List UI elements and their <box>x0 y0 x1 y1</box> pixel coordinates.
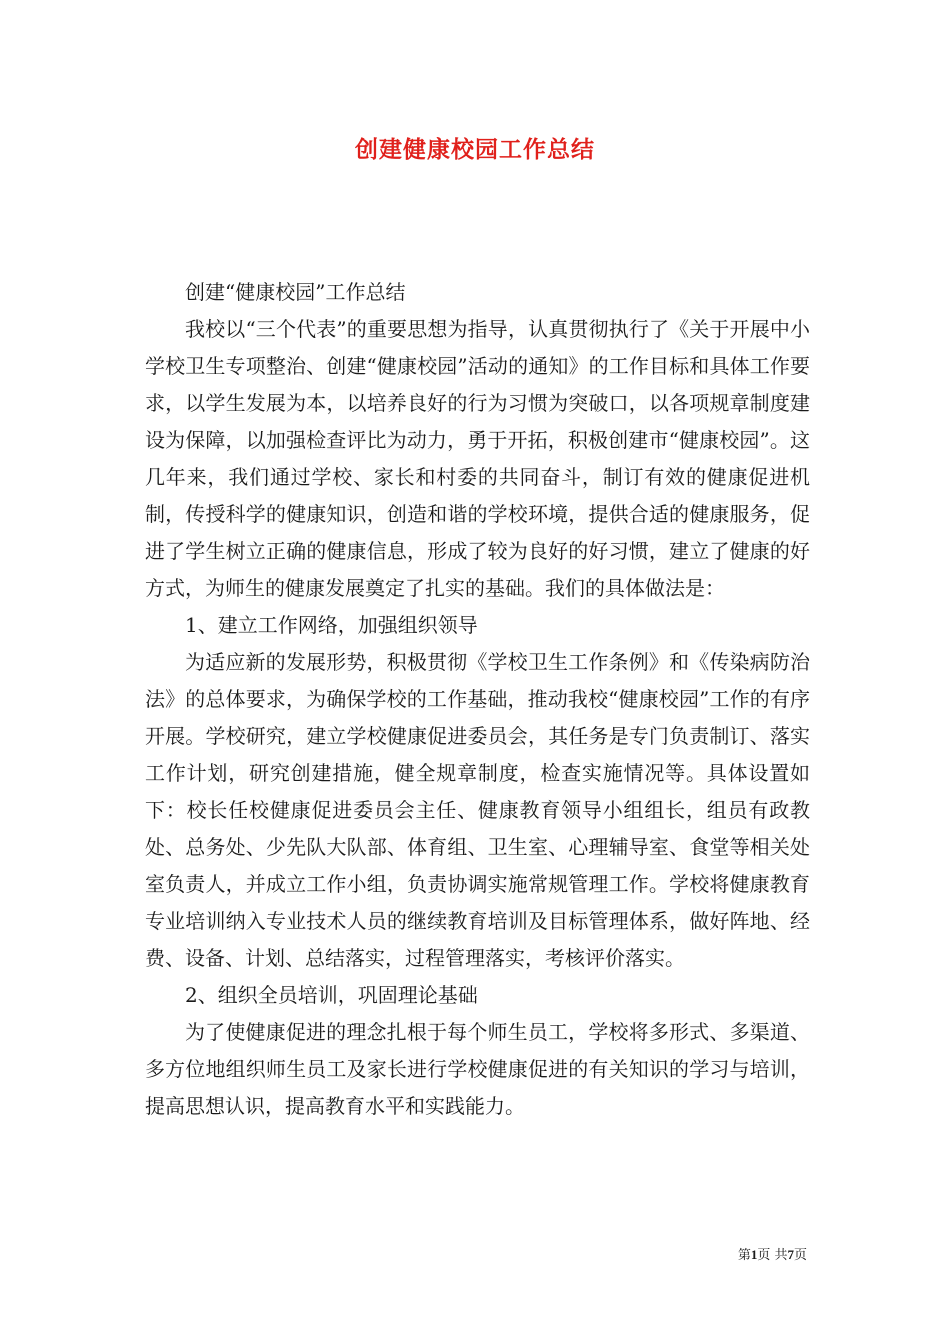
footer-suffix: 页 <box>793 1248 807 1263</box>
section-2-paragraph: 为了使健康促进的理念扎根于每个师生员工，学校将多形式、多渠道、多方位地组织师生员工及家长进行学校健康促进的有关知识的学习与培训，提高思想认识，提高教育水平和实践能力。 <box>145 1020 810 1118</box>
footer-prefix: 第 <box>737 1248 751 1263</box>
current-page-number: 1 <box>750 1247 758 1262</box>
section-heading-1: 1、建立工作网络，加强组织领导 <box>185 613 478 637</box>
section-1-paragraph: 为适应新的发展形势，积极贯彻《学校卫生工作条例》和《传染病防治法》的总体要求，为确保学校的工作基础，推动我校“健康校园”工作的有序开展。学校研究，建立学校健康促进委员会，其任务是专门负责制订、落实工作计划，研究创建措施，健全规章制度，检查实施情况等。具体设置如下：校长任校健康促进委员会主任、健康教育领导小组组长，组员有政教处、总务处、少先队大队部、体育组、卫生室、心理辅导室、食堂等相关处室负责人，并成立工作小组，负责协调实施常规管理工作。学校将健康教育专业培训纳入专业技术人员的继续教育培训及目标管理体系，做好阵地、经费、设备、计划、总结落实，过程管理落实，考核评价落实。 <box>145 650 810 970</box>
intro-paragraph: 我校以“三个代表”的重要思想为指导，认真贯彻执行了《关于开展中小学校卫生专项整治、创建“健康校园”活动的通知》的工作目标和具体工作要求，以学生发展为本，以培养良好的行为习惯为突破口，以各项规章制度建设为保障，以加强检查评比为动力，勇于开拓，积极创建市“健康校园”。这几年来，我们通过学校、家长和村委的共同奋斗，制订有效的健康促进机制，传授科学的健康知识，创造和谐的学校环境，提供合适的健康服务，促进了学生树立正确的健康信息，形成了较为良好的好习惯，建立了健康的好方式，为师生的健康发展奠定了扎实的基础。我们的具体做法是： <box>145 317 810 600</box>
page-title: 创建健康校园工作总结 <box>355 136 595 163</box>
section-heading-2: 2、组织全员培训，巩固理论基础 <box>185 983 478 1007</box>
subtitle-paragraph: 创建“健康校园”工作总结 <box>185 280 406 304</box>
footer-middle: 页 共 <box>757 1248 788 1263</box>
total-pages-number: 7 <box>787 1247 794 1262</box>
document-body <box>145 274 810 1125</box>
page-number-footer <box>738 1246 807 1265</box>
